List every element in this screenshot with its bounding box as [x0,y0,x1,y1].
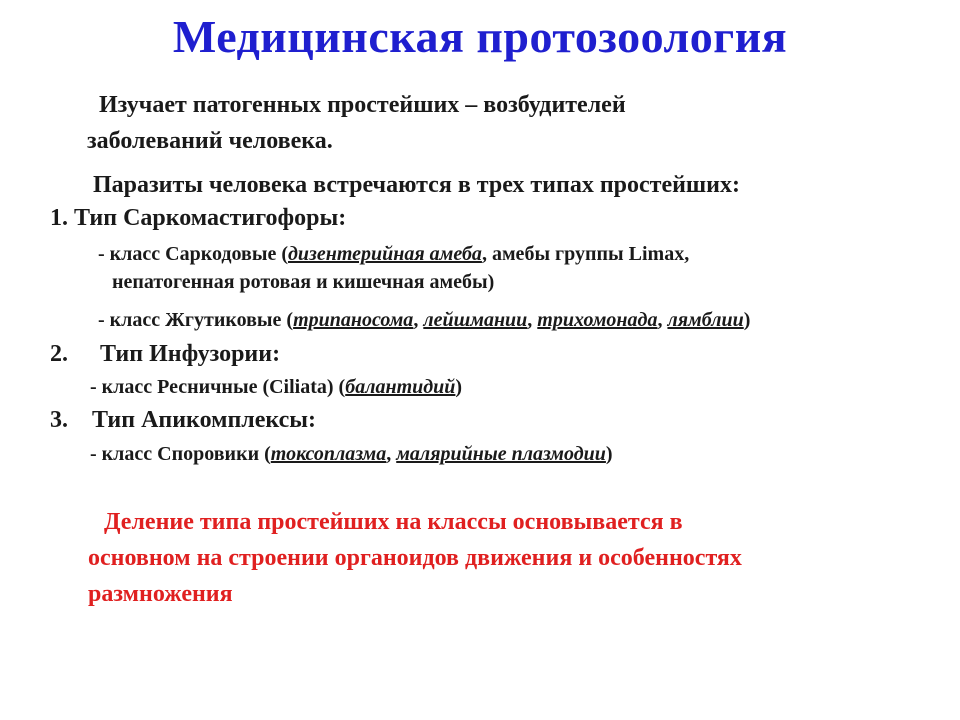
note-line-3: размножения [88,581,233,607]
class-text: , амебы группы Limax, [481,243,690,265]
type-3-number: 3. [50,407,68,433]
type-1-class-1-line-2: непатогенная ротовая и кишечная амебы) [112,271,495,293]
example-link: токсоплазма [270,443,387,465]
example-link: лямблии [667,309,744,331]
type-1-class-1 [98,243,689,266]
note-line-2: основном на строении органоидов движения и особенностях [88,545,742,571]
separator: , [413,309,424,331]
intro-line-1: Изучает патогенных простейших – возбудителей [99,92,626,118]
intro-line-3: Паразиты человека встречаются в трех типах простейших: [93,172,741,198]
class-prefix: - класс Жгутиковые ( [98,309,294,331]
type-2-class-1 [90,376,462,399]
type-2-number: 2. [50,341,68,367]
type-1-number: 1. [50,205,68,231]
separator: , [657,309,668,331]
separator: , [386,443,397,465]
class-prefix: - класс Ресничные (Ciliata) ( [90,376,346,398]
intro-line-2: заболеваний человека. [87,128,333,154]
separator: , [527,309,538,331]
class-suffix: ) [743,309,751,331]
note-line-1: Деление типа простейших на классы основывается в [104,509,683,535]
page-title: Медицинская протозоология [172,11,788,62]
example-link: дизентерийная амеба [287,243,482,265]
type-1-class-2 [98,309,750,332]
example-link: трипаносома [293,309,414,331]
example-link: трихомонада [537,309,658,331]
example-link: лейшмании [423,309,528,331]
example-link: балантидий [345,376,456,398]
class-suffix: ) [455,376,463,398]
type-2-heading [50,341,280,368]
type-3-name: Тип Апикомплексы: [92,407,317,433]
class-suffix: ) [605,443,613,465]
type-3-heading [50,407,316,434]
example-link: малярийные плазмодии [396,443,606,465]
type-2-name: Тип Инфузории: [100,341,281,367]
type-1-name: Тип Саркомастигофоры: [74,205,347,231]
class-prefix: - класс Саркодовые ( [98,243,288,265]
class-prefix: - класс Споровики ( [90,443,271,465]
type-1-heading [50,205,346,232]
type-3-class-1 [90,443,613,466]
